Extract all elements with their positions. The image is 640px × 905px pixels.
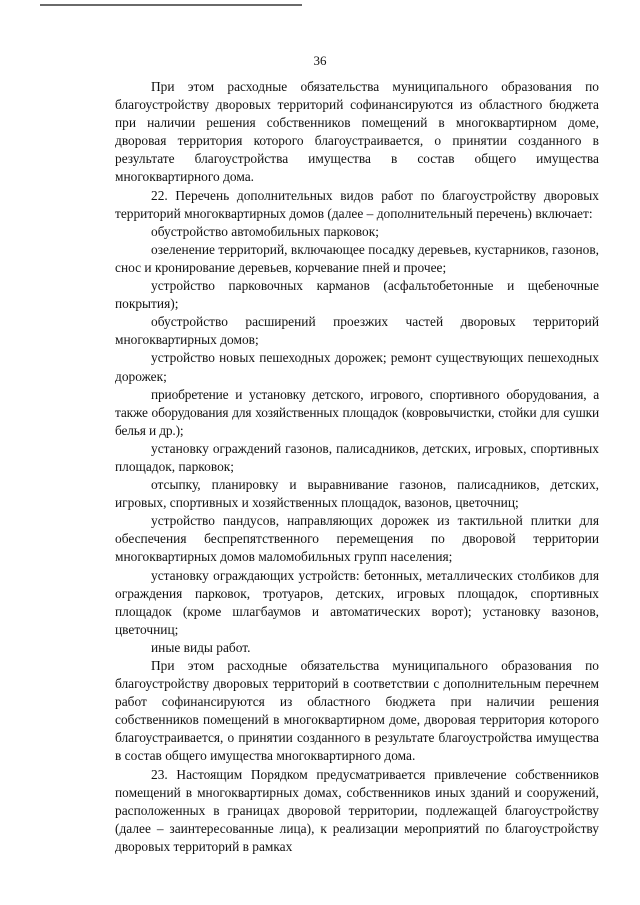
list-item-landscaping: озеленение территорий, включающее посадку деревьев, кустарников, газонов, снос и кронирование деревьев, корчевание пней и прочее; — [115, 241, 599, 275]
list-item-fencing: установку ограждений газонов, палисадников, детских, игровых, спортивных площадок, парковок; — [115, 440, 599, 474]
list-item-driveway-expansion: обустройство расширений проезжих частей дворовых территорий многоквартирных домов; — [115, 314, 599, 348]
paragraph-cofinancing-conditions: При этом расходные обязательства муниципального образования по благоустройству дворовых территорий софинансируются из областного бюджета при наличии решения собственников помещений в многоквартирном доме, дворовая территория которого благоустраивается, о принятии созданного в результате благоустройства имущества в состав общего имущества многоквартирного дома. — [115, 79, 599, 185]
top-border-rule — [40, 4, 302, 6]
page-number: 36 — [313, 53, 327, 68]
list-item-footpaths: устройство новых пешеходных дорожек; ремонт существующих пешеходных дорожек; — [115, 350, 599, 384]
list-item-leveling: отсыпку, планировку и выравнивание газонов, палисадников, детских, игровых, спортивных и хозяйственных площадок, вазонов, цветочниц; — [115, 477, 599, 511]
list-item-playground-equipment: приобретение и установку детского, игрового, спортивного оборудования, а также оборудования для хозяйственных площадок (ковровычистки, стойки для сушки белья и др.); — [115, 386, 599, 438]
list-item-parking-pockets: устройство парковочных карманов (асфальтобетонные и щебеночные покрытия); — [115, 278, 599, 312]
list-item-parking: обустройство автомобильных парковок; — [151, 223, 379, 239]
document-body — [115, 78, 599, 856]
list-item-ramps: устройство пандусов, направляющих дорожек из тактильной плитки для обеспечения беспрепятственного перемещения по дворовой территории многоквартирных домов маломобильных групп населения; — [115, 513, 599, 565]
paragraph-item-23: 23. Настоящим Порядком предусматривается привлечение собственников помещений в многоквартирных домах, собственников иных зданий и сооружений, расположенных в границах дворовой территории, подлежащей благоустройству (далее – заинтересованные лица), к реализации мероприятий по благоустройству дворовых территорий в рамках — [115, 766, 599, 854]
paragraph-additional-list-cofinancing: При этом расходные обязательства муниципального образования по благоустройству дворовых территорий в соответствии с дополнительным перечнем работ софинансируются из областного бюджета при наличии решения собственников помещений в многоквартирном доме, дворовая территория которого благоустраивается, о принятии созданного в результате благоустройства имущества в состав общего имущества многоквартирного дома. — [115, 658, 599, 764]
list-item-barriers: установку ограждающих устройств: бетонных, металлических столбиков для ограждения парковок, тротуаров, детских, игровых площадок, спортивных площадок (кроме шлагбаумов и автоматических ворот); установку вазонов, цветочниц; — [115, 567, 599, 637]
paragraph-item-22-heading: 22. Перечень дополнительных видов работ по благоустройству дворовых территорий многоквартирных домов (далее – дополнительный перечень) включает: — [115, 187, 599, 221]
list-item-other-works: иные виды работ. — [151, 639, 251, 655]
